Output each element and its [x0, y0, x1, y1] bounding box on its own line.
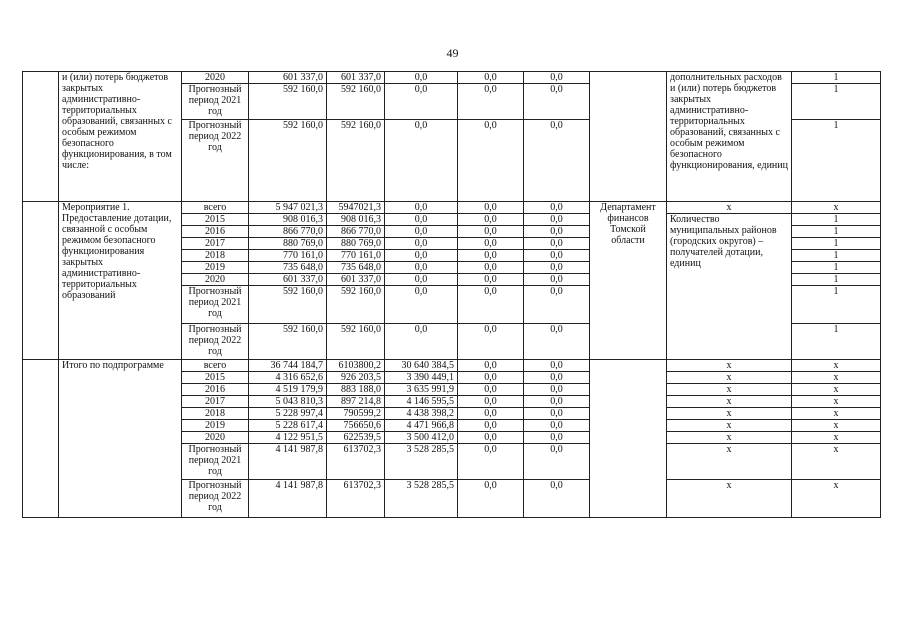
indicator-value-cell: 1 [792, 324, 881, 360]
extrabudget-cell: 0,0 [524, 444, 590, 480]
indicator-value-cell: 1 [792, 238, 881, 250]
federal-cell: 601 337,0 [327, 72, 385, 84]
period-cell: 2018 [182, 408, 249, 420]
total-cell: 866 770,0 [249, 226, 327, 238]
extrabudget-cell: 0,0 [524, 72, 590, 84]
table-row [23, 360, 881, 372]
extrabudget-cell: 0,0 [524, 480, 590, 518]
executor-cell [590, 360, 667, 518]
period-cell: 2018 [182, 250, 249, 262]
local-cell: 0,0 [458, 372, 524, 384]
total-cell: 4 122 951,5 [249, 432, 327, 444]
regional-cell: 4 471 966,8 [385, 420, 458, 432]
indicator-value-cell: 1 [792, 226, 881, 238]
regional-cell: 4 146 595,5 [385, 396, 458, 408]
local-cell: 0,0 [458, 202, 524, 214]
indicator-value-cell: х [792, 202, 881, 214]
local-cell: 0,0 [458, 360, 524, 372]
regional-cell: 0,0 [385, 262, 458, 274]
period-cell: Прогнозный период 2021 год [182, 84, 249, 120]
extrabudget-cell: 0,0 [524, 238, 590, 250]
regional-cell: 0,0 [385, 84, 458, 120]
indicator-cell: дополнительных расходов и (или) потерь бюджетов закрытых административно-территориальных образований, связанных с особым режимом безопасного функционирования, единиц [667, 72, 792, 202]
indicator-value-cell: 1 [792, 286, 881, 324]
extrabudget-cell: 0,0 [524, 286, 590, 324]
regional-cell: 3 500 412,0 [385, 432, 458, 444]
federal-cell: 601 337,0 [327, 274, 385, 286]
indicator-cell: х [667, 360, 792, 372]
period-cell: Прогнозный период 2022 год [182, 324, 249, 360]
federal-cell: 5947021,3 [327, 202, 385, 214]
local-cell: 0,0 [458, 250, 524, 262]
regional-cell: 0,0 [385, 72, 458, 84]
indicator-cell: х [667, 444, 792, 480]
period-cell: 2019 [182, 262, 249, 274]
regional-cell: 3 635 991,9 [385, 384, 458, 396]
total-cell: 4 141 987,8 [249, 444, 327, 480]
extrabudget-cell: 0,0 [524, 432, 590, 444]
period-cell: всего [182, 202, 249, 214]
number-cell [23, 360, 59, 518]
extrabudget-cell: 0,0 [524, 250, 590, 262]
federal-cell: 866 770,0 [327, 226, 385, 238]
subtotal-name-cell: Итого по подпрограмме [59, 360, 182, 518]
extrabudget-cell: 0,0 [524, 384, 590, 396]
number-cell [23, 72, 59, 202]
indicator-cell: х [667, 384, 792, 396]
indicator-cell: х [667, 396, 792, 408]
total-cell: 601 337,0 [249, 72, 327, 84]
total-cell: 4 519 179,9 [249, 384, 327, 396]
regional-cell: 30 640 384,5 [385, 360, 458, 372]
local-cell: 0,0 [458, 120, 524, 202]
period-cell: 2020 [182, 432, 249, 444]
executor-cell [590, 72, 667, 202]
total-cell: 5 228 617,4 [249, 420, 327, 432]
extrabudget-cell: 0,0 [524, 324, 590, 360]
local-cell: 0,0 [458, 84, 524, 120]
period-cell: 2019 [182, 420, 249, 432]
indicator-value-cell: х [792, 384, 881, 396]
indicator-cell: х [667, 480, 792, 518]
regional-cell: 0,0 [385, 120, 458, 202]
indicator-value-cell: 1 [792, 72, 881, 84]
total-cell: 601 337,0 [249, 274, 327, 286]
regional-cell: 0,0 [385, 250, 458, 262]
period-cell: 2015 [182, 214, 249, 226]
extrabudget-cell: 0,0 [524, 396, 590, 408]
local-cell: 0,0 [458, 274, 524, 286]
extrabudget-cell: 0,0 [524, 360, 590, 372]
table-row [23, 72, 881, 84]
federal-cell: 883 188,0 [327, 384, 385, 396]
period-cell: 2015 [182, 372, 249, 384]
regional-cell: 3 528 285,5 [385, 444, 458, 480]
indicator-value-cell: х [792, 408, 881, 420]
indicator-value-cell: 1 [792, 120, 881, 202]
regional-cell: 0,0 [385, 214, 458, 226]
federal-cell: 897 214,8 [327, 396, 385, 408]
total-cell: 592 160,0 [249, 324, 327, 360]
federal-cell: 926 203,5 [327, 372, 385, 384]
indicator-cell: Количество муниципальных районов (городских округов) – получателей дотации, единиц [667, 214, 792, 360]
local-cell: 0,0 [458, 444, 524, 480]
regional-cell: 3 528 285,5 [385, 480, 458, 518]
local-cell: 0,0 [458, 238, 524, 250]
total-cell: 36 744 184,7 [249, 360, 327, 372]
local-cell: 0,0 [458, 420, 524, 432]
indicator-value-cell: х [792, 432, 881, 444]
period-cell: всего [182, 360, 249, 372]
federal-cell: 613702,3 [327, 480, 385, 518]
total-cell: 592 160,0 [249, 84, 327, 120]
number-cell [23, 202, 59, 360]
total-cell: 880 769,0 [249, 238, 327, 250]
extrabudget-cell: 0,0 [524, 214, 590, 226]
regional-cell: 0,0 [385, 286, 458, 324]
extrabudget-cell: 0,0 [524, 420, 590, 432]
indicator-cell: х [667, 408, 792, 420]
period-cell: 2020 [182, 72, 249, 84]
indicator-cell: х [667, 202, 792, 214]
total-cell: 592 160,0 [249, 286, 327, 324]
activity-name-cell: Мероприятие 1. Предоставление дотации, связанной с особым режимом безопасного функционирования закрытых административно-территориальных образований [59, 202, 182, 360]
local-cell: 0,0 [458, 324, 524, 360]
indicator-value-cell: 1 [792, 274, 881, 286]
federal-cell: 756650,6 [327, 420, 385, 432]
total-cell: 5 947 021,3 [249, 202, 327, 214]
extrabudget-cell: 0,0 [524, 274, 590, 286]
extrabudget-cell: 0,0 [524, 408, 590, 420]
executor-cell: Департамент финансов Томской области [590, 202, 667, 360]
indicator-value-cell: х [792, 480, 881, 518]
extrabudget-cell: 0,0 [524, 226, 590, 238]
total-cell: 770 161,0 [249, 250, 327, 262]
local-cell: 0,0 [458, 396, 524, 408]
local-cell: 0,0 [458, 286, 524, 324]
local-cell: 0,0 [458, 226, 524, 238]
extrabudget-cell: 0,0 [524, 372, 590, 384]
regional-cell: 0,0 [385, 238, 458, 250]
indicator-value-cell: 1 [792, 84, 881, 120]
total-cell: 735 648,0 [249, 262, 327, 274]
period-cell: Прогнозный период 2021 год [182, 286, 249, 324]
extrabudget-cell: 0,0 [524, 202, 590, 214]
federal-cell: 880 769,0 [327, 238, 385, 250]
table-row [23, 202, 881, 214]
federal-cell: 6103800,2 [327, 360, 385, 372]
period-cell: 2017 [182, 238, 249, 250]
indicator-value-cell: х [792, 420, 881, 432]
local-cell: 0,0 [458, 480, 524, 518]
period-cell: Прогнозный период 2022 год [182, 480, 249, 518]
regional-cell: 0,0 [385, 202, 458, 214]
federal-cell: 613702,3 [327, 444, 385, 480]
period-cell: 2020 [182, 274, 249, 286]
period-cell: Прогнозный период 2021 год [182, 444, 249, 480]
period-cell: 2016 [182, 226, 249, 238]
federal-cell: 770 161,0 [327, 250, 385, 262]
indicator-value-cell: х [792, 396, 881, 408]
indicator-cell: х [667, 420, 792, 432]
local-cell: 0,0 [458, 408, 524, 420]
indicator-value-cell: х [792, 360, 881, 372]
total-cell: 5 043 810,3 [249, 396, 327, 408]
indicator-cell: х [667, 432, 792, 444]
federal-cell: 735 648,0 [327, 262, 385, 274]
federal-cell: 622539,5 [327, 432, 385, 444]
budget-table [22, 71, 881, 518]
period-cell: 2017 [182, 396, 249, 408]
total-cell: 592 160,0 [249, 120, 327, 202]
page-number: 49 [446, 46, 459, 60]
federal-cell: 592 160,0 [327, 84, 385, 120]
period-cell: Прогнозный период 2022 год [182, 120, 249, 202]
federal-cell: 908 016,3 [327, 214, 385, 226]
indicator-value-cell: х [792, 444, 881, 480]
local-cell: 0,0 [458, 432, 524, 444]
indicator-value-cell: х [792, 372, 881, 384]
regional-cell: 3 390 449,1 [385, 372, 458, 384]
regional-cell: 0,0 [385, 274, 458, 286]
extrabudget-cell: 0,0 [524, 262, 590, 274]
federal-cell: 592 160,0 [327, 120, 385, 202]
indicator-value-cell: 1 [792, 250, 881, 262]
total-cell: 4 141 987,8 [249, 480, 327, 518]
local-cell: 0,0 [458, 214, 524, 226]
extrabudget-cell: 0,0 [524, 84, 590, 120]
local-cell: 0,0 [458, 262, 524, 274]
activity-name-cell: и (или) потерь бюджетов закрытых административно-территориальных образований, связанных с особым режимом безопасного функционирования, в том числе: [59, 72, 182, 202]
indicator-cell: х [667, 372, 792, 384]
local-cell: 0,0 [458, 72, 524, 84]
indicator-value-cell: 1 [792, 214, 881, 226]
total-cell: 5 228 997,4 [249, 408, 327, 420]
local-cell: 0,0 [458, 384, 524, 396]
regional-cell: 0,0 [385, 324, 458, 360]
federal-cell: 592 160,0 [327, 324, 385, 360]
federal-cell: 592 160,0 [327, 286, 385, 324]
extrabudget-cell: 0,0 [524, 120, 590, 202]
budget-table-container [22, 71, 880, 518]
total-cell: 908 016,3 [249, 214, 327, 226]
regional-cell: 0,0 [385, 226, 458, 238]
indicator-value-cell: 1 [792, 262, 881, 274]
regional-cell: 4 438 398,2 [385, 408, 458, 420]
federal-cell: 790599,2 [327, 408, 385, 420]
total-cell: 4 316 652,6 [249, 372, 327, 384]
period-cell: 2016 [182, 384, 249, 396]
